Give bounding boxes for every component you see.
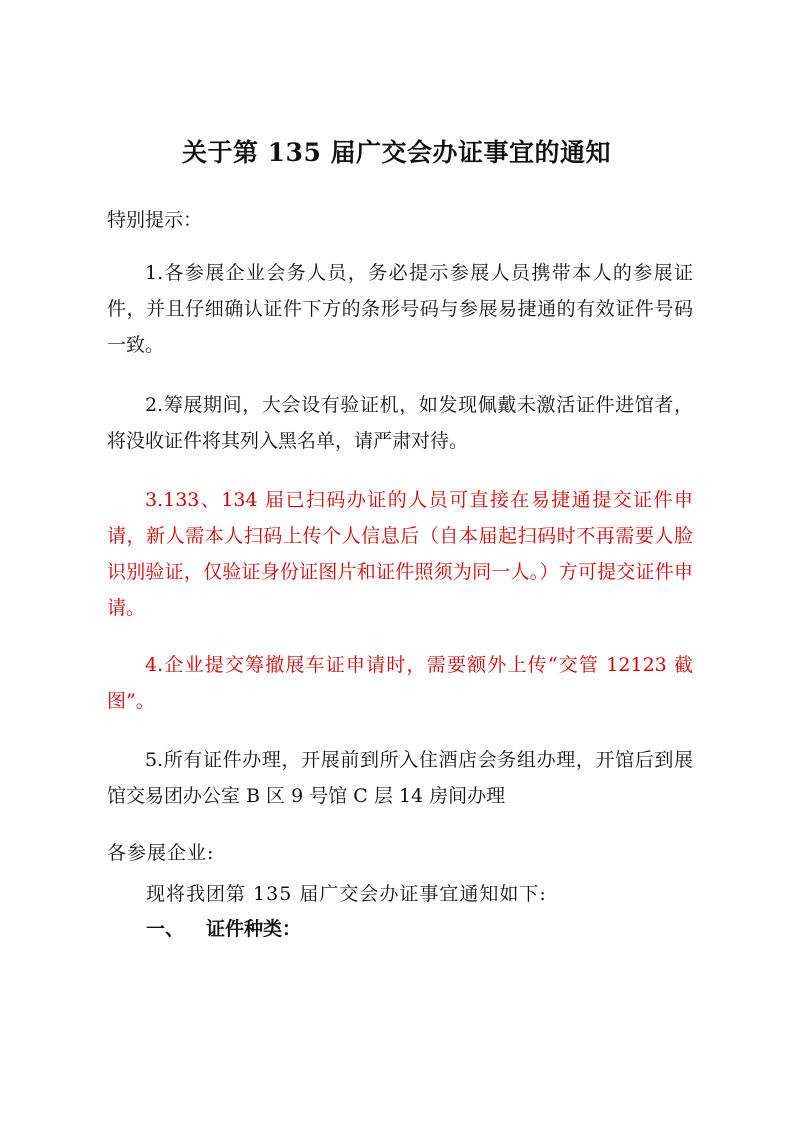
section-number: 一、 (146, 918, 185, 940)
document-title: 关于第 135 届广交会办证事宜的通知 (181, 138, 612, 167)
section-title: 证件种类： (206, 918, 302, 940)
section-heading (146, 914, 301, 941)
special-notice-label: 特别提示： (107, 209, 203, 231)
intro-sentence: 现将我团第 135 届广交会办证事宜通知如下: (146, 883, 547, 905)
notice-item-3: 3.133、134 届已扫码办证的人员可直接在易捷通提交证件申请，新人需本人扫码上传个人信息后（自本届起扫码时不再需要人脸识别验证，仅验证身份证图片和证件照须为同一人。）方可提交证件申请。 (107, 489, 693, 619)
notice-item-1: 1.各参展企业会务人员，务必提示参展人员携带本人的参展证件，并且仔细确认证件下方的条形号码与参展易捷通的有效证件号码一致。 (107, 262, 693, 356)
notice-item-4: 4.企业提交筹撤展车证申请时，需要额外上传“交管 12123 截图”。 (107, 654, 693, 712)
addressee: 各参展企业: (107, 842, 215, 864)
notice-item-2: 2.筹展期间，大会设有验证机，如发现佩戴未激活证件进馆者，将没收证件将其列入黑名单，请严肃对待。 (107, 394, 693, 452)
notice-item-5: 5.所有证件办理，开展前到所入住酒店会务组办理，开馆后到展馆交易团办公室 B 区 9 号馆 C 层 14 房间办理 (107, 749, 693, 807)
